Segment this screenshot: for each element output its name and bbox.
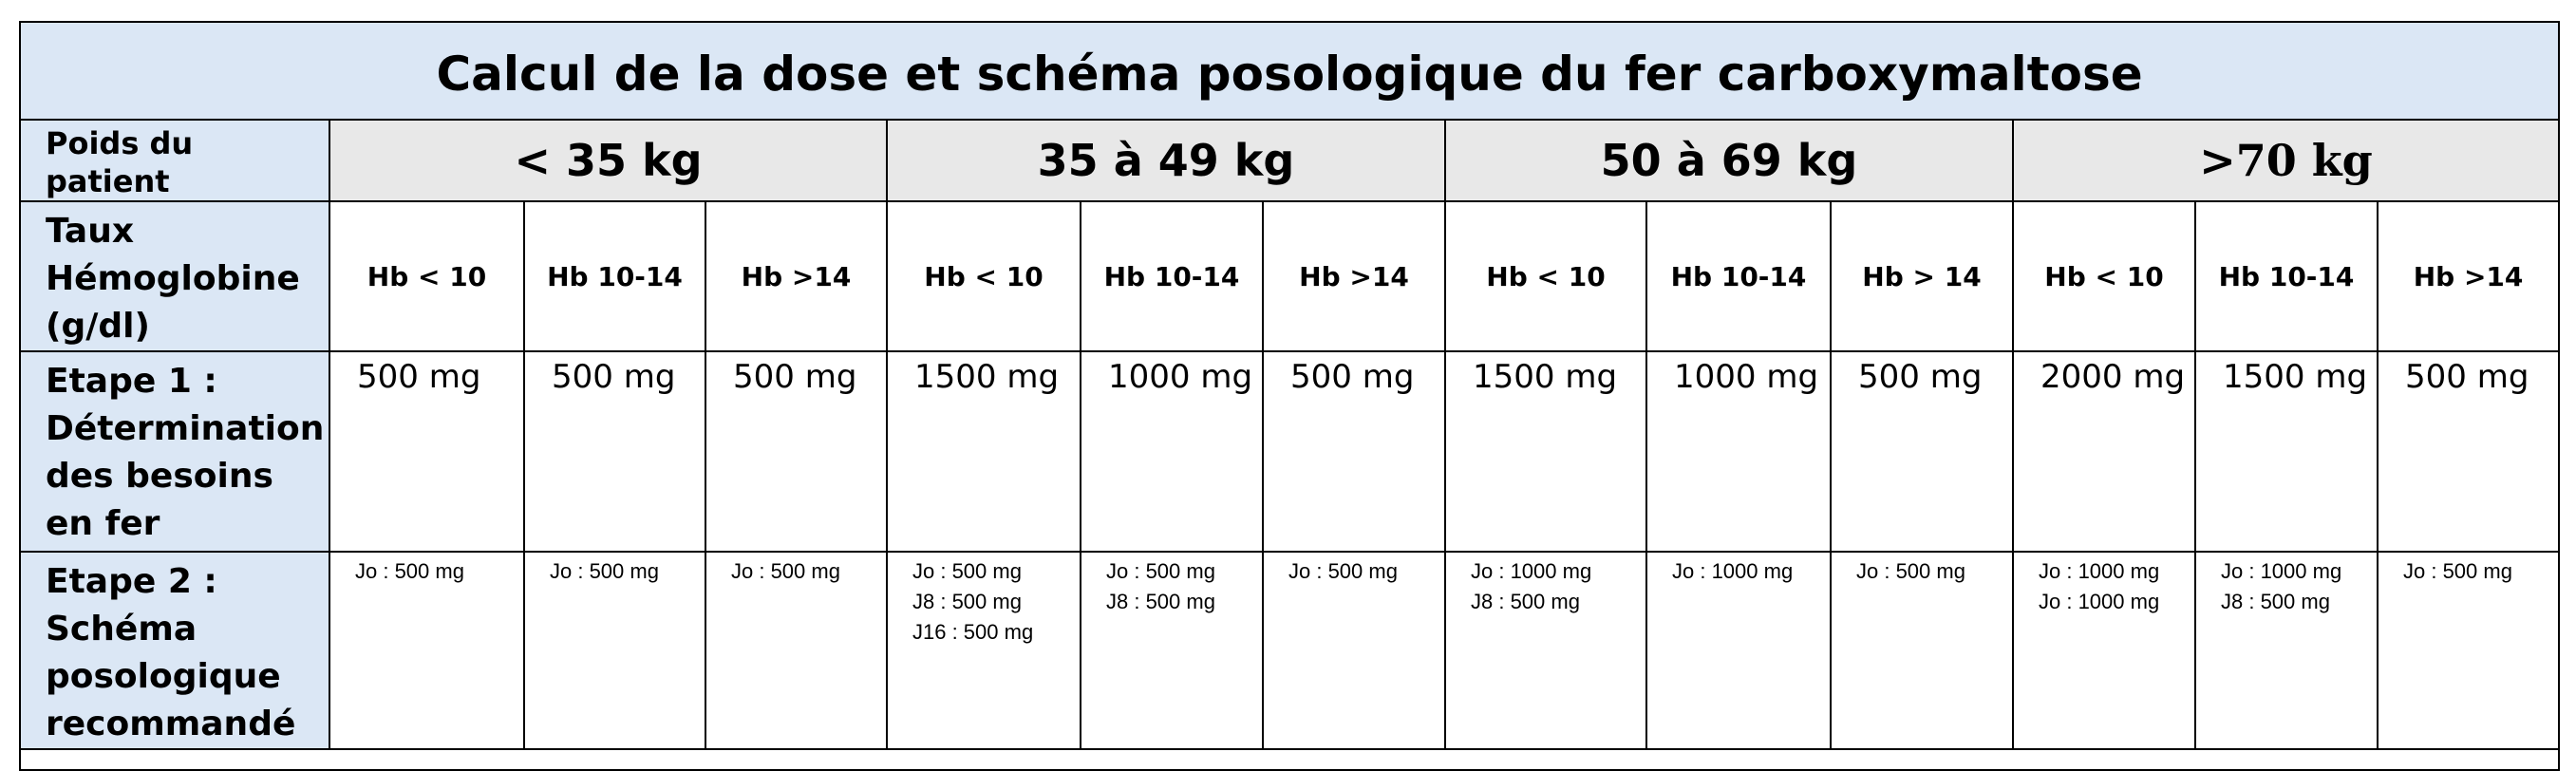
dose-cell: 1500 mg <box>2195 351 2378 552</box>
schedule-line: Jo : 500 mg <box>1856 559 1965 583</box>
schedule-cell <box>1646 552 1831 749</box>
row-label-etape2 <box>20 552 329 749</box>
table-title-text: Calcul de la dose et schéma posologique du fer carboxymaltose <box>436 46 2143 102</box>
row-label-etape1-line3: des besoins <box>46 457 273 496</box>
hb-level: Hb >14 <box>705 201 887 351</box>
weight-group-3: 50 à 69 kg <box>1445 120 2013 201</box>
dose-cell: 2000 mg <box>2013 351 2195 552</box>
hb-level: Hb < 10 <box>1445 201 1646 351</box>
schedule-line: Jo : 1000 mg <box>2039 559 2160 583</box>
schedule-cell <box>1831 552 2013 749</box>
hb-level: Hb < 10 <box>329 201 524 351</box>
dose-cell: 1500 mg <box>887 351 1081 552</box>
schedule-cell <box>1445 552 1646 749</box>
dose-cell: 500 mg <box>1263 351 1445 552</box>
dose-cell: 1500 mg <box>1445 351 1646 552</box>
schedule-line: Jo : 500 mg <box>2403 559 2512 583</box>
dose-cell: 500 mg <box>329 351 524 552</box>
schedule-line: Jo : 500 mg <box>1106 559 1215 583</box>
schedule-line: Jo : 500 mg <box>731 559 840 583</box>
row-label-etape1-line2: Détermination <box>46 409 325 448</box>
schedule-line: J16 : 500 mg <box>912 620 1034 644</box>
row-label-hb <box>20 201 329 351</box>
empty-footer-row <box>20 749 2559 770</box>
hb-level: Hb >14 <box>1263 201 1445 351</box>
schedule-cell <box>2013 552 2195 749</box>
weight-group-2: 35 à 49 kg <box>887 120 1445 201</box>
row-label-etape2-line1: Etape 2 : <box>46 562 217 601</box>
hb-level: Hb < 10 <box>887 201 1081 351</box>
row-label-hb-line3: (g/dl) <box>46 307 150 346</box>
schedule-line: Jo : 500 mg <box>1288 559 1398 583</box>
dosing-table <box>19 21 2560 771</box>
hb-level: Hb 10-14 <box>1646 201 1831 351</box>
schedule-cell <box>705 552 887 749</box>
hb-level: Hb 10-14 <box>2195 201 2378 351</box>
hb-level: Hb 10-14 <box>1081 201 1263 351</box>
schedule-cell <box>887 552 1081 749</box>
schedule-line: Jo : 1000 mg <box>2039 590 2160 613</box>
dose-cell: 500 mg <box>524 351 705 552</box>
weight-group-4: >70 kg <box>2013 120 2559 201</box>
dose-cell: 500 mg <box>2378 351 2559 552</box>
hb-level: Hb 10-14 <box>524 201 705 351</box>
hb-level: Hb < 10 <box>2013 201 2195 351</box>
schedule-line: J8 : 500 mg <box>912 590 1022 613</box>
row-label-etape1 <box>20 351 329 552</box>
weight-group-1: < 35 kg <box>329 120 887 201</box>
schedule-line: Jo : 1000 mg <box>1672 559 1794 583</box>
schedule-cell <box>329 552 524 749</box>
schedule-line: J8 : 500 mg <box>1106 590 1215 613</box>
schedule-line: Jo : 500 mg <box>912 559 1022 583</box>
row-label-etape1-line1: Etape 1 : <box>46 362 217 401</box>
schedule-line: J8 : 500 mg <box>2221 590 2330 613</box>
schedule-line: J8 : 500 mg <box>1471 590 1580 613</box>
row-label-hb-line2: Hémoglobine <box>46 259 300 298</box>
dose-cell: 1000 mg <box>1081 351 1263 552</box>
row-label-etape2-line2: Schéma <box>46 610 197 649</box>
schedule-line: Jo : 1000 mg <box>2221 559 2342 583</box>
schedule-cell <box>2378 552 2559 749</box>
dose-cell: 500 mg <box>705 351 887 552</box>
dose-cell: 500 mg <box>1831 351 2013 552</box>
schedule-line: Jo : 500 mg <box>550 559 659 583</box>
row-label-etape2-line3: posologique <box>46 657 281 696</box>
schedule-line: Jo : 1000 mg <box>1471 559 1592 583</box>
hb-level: Hb >14 <box>2378 201 2559 351</box>
schedule-cell <box>2195 552 2378 749</box>
row-label-hb-line1: Taux <box>46 212 135 251</box>
dose-cell: 1000 mg <box>1646 351 1831 552</box>
schedule-cell <box>1263 552 1445 749</box>
schedule-cell <box>524 552 705 749</box>
schedule-cell <box>1081 552 1263 749</box>
row-label-etape2-line4: recommandé <box>46 705 296 743</box>
row-label-poids: Poids du patient <box>20 120 329 201</box>
row-label-etape1-line4: en fer <box>46 504 160 543</box>
hb-level: Hb > 14 <box>1831 201 2013 351</box>
table-title <box>20 22 2559 120</box>
schedule-line: Jo : 500 mg <box>355 559 464 583</box>
